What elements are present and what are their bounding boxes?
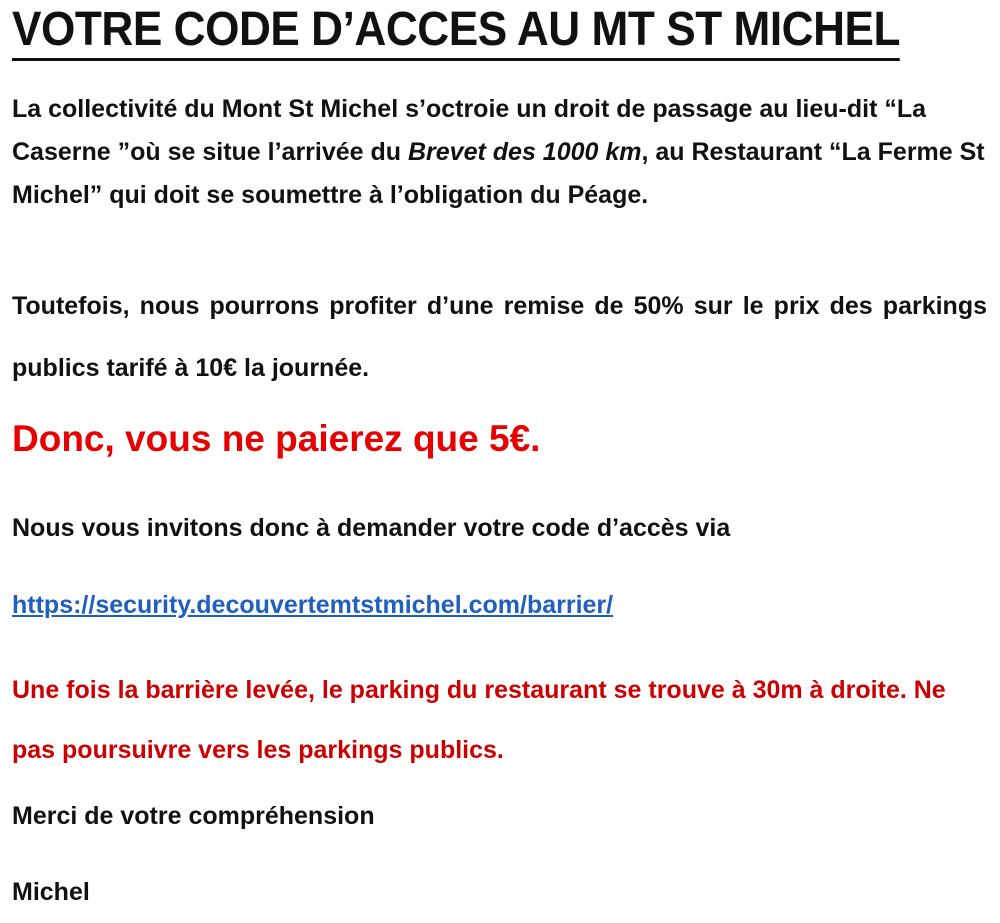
page-title: VOTRE CODE D’ACCES AU MT ST MICHEL (12, 2, 900, 61)
intro-text-part2: , au Restaurant “La Ferme St Michel” qui doit se soumettre à l’obligation du Péage. (12, 138, 985, 209)
invite-text: Nous vous invitons donc à demander votre code d’accès via (12, 514, 731, 542)
thanks-text: Merci de votre compréhension (12, 802, 375, 830)
intro-text-italic: Brevet des 1000 km (408, 138, 642, 166)
discount-paragraph: Toutefois, nous pourrons profiter d’une remise de 50% sur le prix des parkings publics tarifé à 10€ la journée. (12, 292, 987, 382)
intro-text-part1: La collectivité du Mont St Michel s’octroie un droit de passage au lieu-dit “La Caserne ”où se situe l’arrivée du (12, 95, 927, 166)
price-highlight: Donc, vous ne paierez que 5€. (12, 418, 541, 459)
parking-warning: Une fois la barrière levée, le parking du restaurant se trouve à 30m à droite. Ne pas poursuivre vers les parkings publics. (12, 676, 946, 764)
signature: Michel (12, 878, 90, 906)
intro-paragraph (12, 88, 987, 217)
barrier-code-link[interactable]: https://security.decouvertemtstmichel.com/barrier/ (12, 591, 614, 619)
